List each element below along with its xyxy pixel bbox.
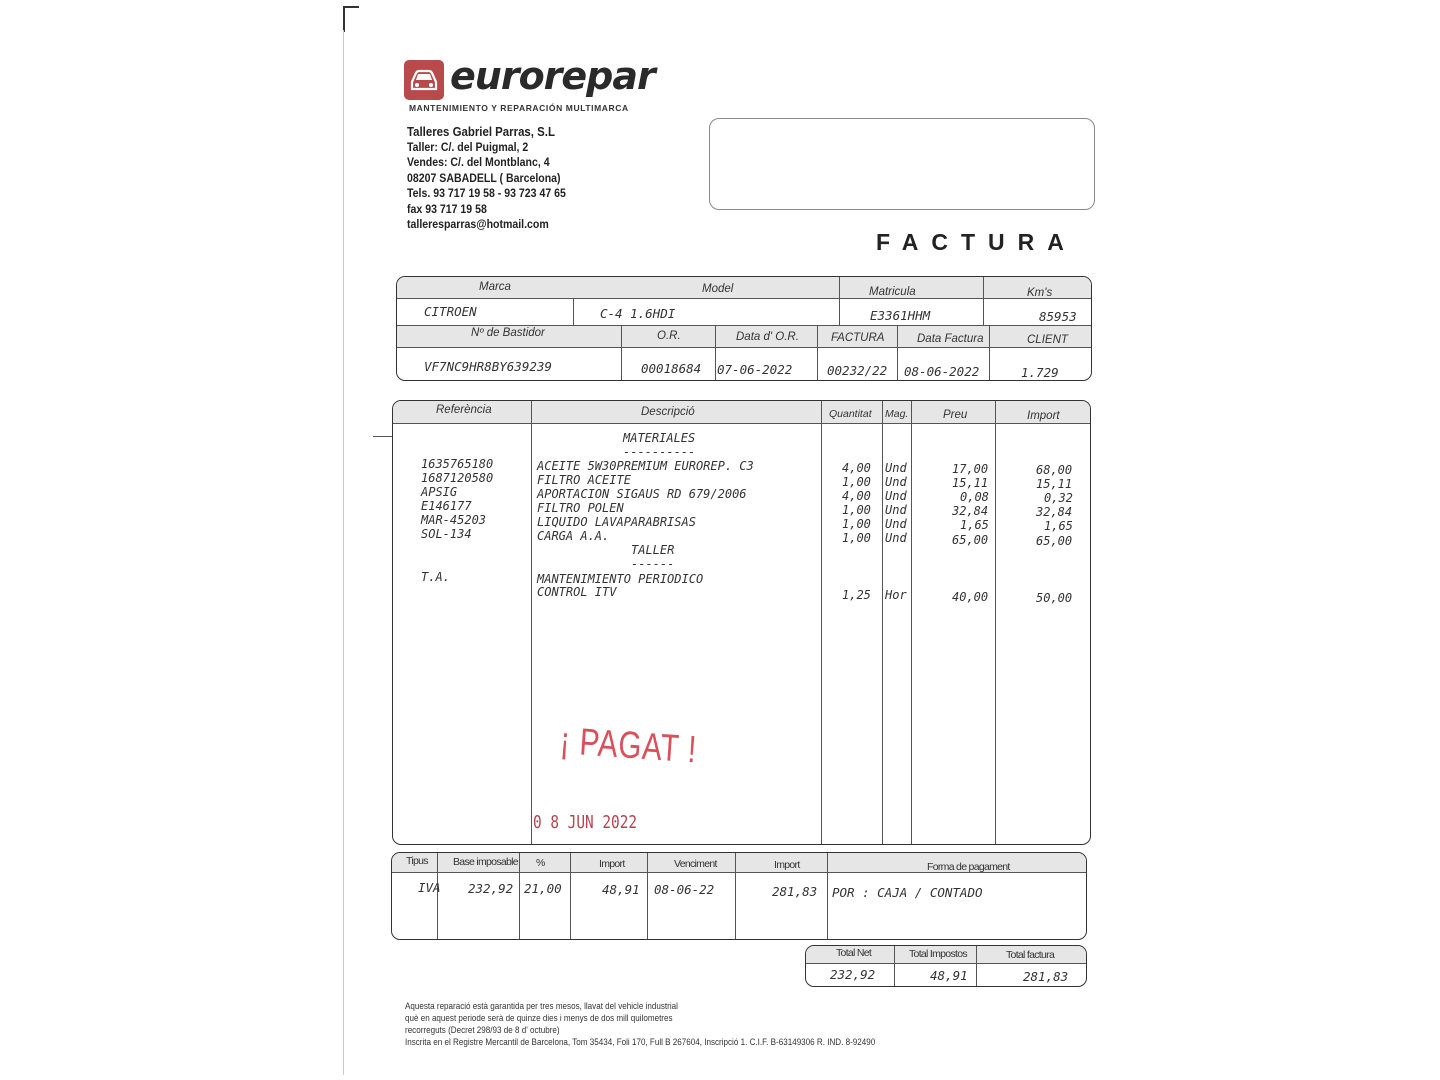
paid-stamp-date: 0 8 JUN 2022	[533, 812, 638, 833]
tax-base: 232,92	[468, 881, 514, 896]
line-amount: 1,65	[1044, 519, 1073, 533]
total-taxes: 48,91	[930, 968, 968, 983]
line-description: APORTACION SIGAUS RD 679/2006	[537, 487, 747, 501]
line-quantity: 4,00	[842, 489, 871, 503]
car-icon	[404, 60, 444, 100]
or-number: 00018684	[641, 361, 702, 376]
vehicle-plate: E3361HHM	[870, 308, 931, 323]
header-store: Mag.	[885, 408, 909, 420]
line-amount: 15,11	[1036, 477, 1073, 491]
header-tax-amount: Import	[599, 858, 625, 870]
vehicle-brand: CITROEN	[424, 304, 477, 319]
page-edge	[343, 30, 344, 1075]
label-plate: Matricula	[869, 286, 916, 298]
brand-logo-text: eurorepar	[450, 54, 655, 98]
line-description: LIQUIDO LAVAPARABRISAS	[537, 515, 696, 529]
line-reference: APSIG	[421, 485, 458, 499]
label-model: Model	[702, 283, 734, 295]
line-description: MANTENIMIENTO PERIODICO	[537, 572, 704, 586]
vehicle-kms: 85953	[1039, 309, 1077, 324]
paid-stamp: ¡ PAGAT !	[558, 720, 699, 772]
invoice-number: 00232/22	[827, 363, 888, 378]
header-tax-percent: %	[536, 857, 545, 869]
line-quantity: 1,25	[842, 588, 871, 602]
line-reference: 1687120580	[421, 471, 494, 485]
line-description: ACEITE 5W30PREMIUM EUROREP. C3	[537, 459, 754, 473]
line-amount: 32,84	[1036, 505, 1073, 519]
tax-summary-box	[391, 852, 1087, 940]
line-unit: Und	[885, 489, 907, 503]
recipient-address-box	[709, 118, 1095, 210]
corner-mark	[343, 6, 359, 32]
chassis-number: VF7NC9HR8BY639239	[424, 359, 552, 374]
line-quantity: 1,00	[842, 531, 871, 545]
header-description: Descripció	[641, 406, 695, 418]
vehicle-info-box	[396, 276, 1092, 381]
materials-section-underline: ----------	[623, 445, 696, 459]
line-reference: MAR-45203	[421, 513, 487, 527]
header-tax-type: Tipus	[406, 855, 428, 867]
label-client: CLIENT	[1027, 334, 1068, 346]
total-invoice: 281,83	[1023, 969, 1069, 984]
company-email: talleresparras@hotmail.com	[407, 217, 549, 231]
label-total-taxes: Total Impostos	[909, 948, 967, 960]
invoice-date: 08-06-2022	[904, 364, 980, 379]
or-date: 07-06-2022	[717, 362, 793, 377]
line-price: 15,11	[952, 476, 989, 490]
header-payment-method: Forma de pagament	[927, 861, 1010, 873]
materials-section-title: MATERIALES	[623, 431, 696, 445]
line-price: 40,00	[952, 590, 989, 604]
line-unit: Und	[885, 503, 907, 517]
line-reference: E146177	[421, 499, 472, 513]
line-amount: 0,32	[1044, 491, 1073, 505]
line-quantity: 4,00	[842, 461, 871, 475]
line-price: 32,84	[952, 504, 989, 518]
line-amount: 50,00	[1036, 591, 1073, 605]
line-unit: Und	[885, 461, 907, 475]
footer-warranty-line-1: Aquesta reparació està garantida per tres mesos, llavat del vehicle industrial	[405, 1001, 678, 1012]
tax-percent: 21,00	[524, 881, 562, 896]
footer-registry: Inscrita en el Registre Mercantil de Barcelona, Tom 35434, Foli 170, Full B 267604, Inscripció 1. C.I.F. B-63149306 R. IND. 8-92490	[405, 1037, 876, 1048]
company-workshop-address: Taller: C/. del Puigmal, 2	[407, 140, 529, 154]
line-price: 0,08	[960, 490, 989, 504]
company-phones: Tels. 93 717 19 58 - 93 723 47 65	[407, 186, 566, 200]
tax-amount: 48,91	[602, 882, 640, 897]
line-description: FILTRO ACEITE	[537, 473, 631, 487]
header-tax-base: Base imposable	[453, 856, 518, 868]
company-name: Talleres Gabriel Parras, S.L	[407, 124, 555, 139]
brand-tagline: MANTENIMIENTO Y REPARACIÓN MULTIMARCA	[409, 103, 629, 113]
line-description: CARGA A.A.	[537, 529, 610, 543]
line-reference: T.A.	[421, 570, 450, 584]
label-brand: Marca	[479, 281, 511, 293]
label-total-invoice: Total factura	[1006, 949, 1055, 961]
line-unit: Und	[885, 475, 907, 489]
footer-warranty-line-2: què en aquest periode serà de quinze dies i menys de dos mill quilometres	[405, 1013, 673, 1024]
line-description: FILTRO POLEN	[537, 501, 624, 515]
header-price: Preu	[943, 409, 968, 421]
workshop-section-underline: ------	[631, 557, 675, 571]
footer-warranty-line-3: recorreguts (Decret 298/93 de 8 d' octubre)	[405, 1025, 560, 1036]
vehicle-model: C-4 1.6HDI	[600, 306, 676, 321]
line-amount: 68,00	[1036, 463, 1073, 477]
line-reference: 1635765180	[421, 457, 494, 471]
line-unit: Und	[885, 531, 907, 545]
line-amount: 65,00	[1036, 534, 1073, 548]
label-chassis: Nº de Bastidor	[471, 327, 545, 339]
total-net: 232,92	[830, 967, 876, 982]
header-quantity: Quantitat	[829, 408, 872, 420]
label-or-date: Data d' O.R.	[736, 331, 799, 343]
label-invoice-date: Data Factura	[917, 333, 984, 345]
header-tax-due: Venciment	[674, 858, 717, 870]
line-unit: Hor	[885, 588, 907, 602]
tax-total: 281,83	[772, 884, 818, 899]
payment-method: POR : CAJA / CONTADO	[832, 885, 983, 900]
label-kms: Km's	[1027, 287, 1053, 299]
line-description-2: CONTROL ITV	[537, 585, 617, 599]
header-tax-total: Import	[774, 859, 800, 871]
line-price: 65,00	[952, 533, 989, 547]
company-city: 08207 SABADELL ( Barcelona)	[407, 171, 561, 185]
label-total-net: Total Net	[836, 947, 872, 959]
line-quantity: 1,00	[842, 503, 871, 517]
line-unit: Und	[885, 517, 907, 531]
company-sales-address: Vendes: C/. del Montblanc, 4	[407, 155, 550, 169]
workshop-section-title: TALLER	[631, 543, 675, 557]
line-quantity: 1,00	[842, 517, 871, 531]
header-amount: Import	[1027, 410, 1060, 422]
totals-box	[805, 945, 1087, 987]
line-price: 1,65	[960, 518, 989, 532]
label-invoice: FACTURA	[831, 332, 885, 344]
label-or: O.R.	[657, 330, 681, 342]
line-price: 17,00	[952, 462, 989, 476]
document-title: FACTURA	[876, 229, 1077, 255]
company-fax: fax 93 717 19 58	[407, 202, 487, 216]
tax-due-date: 08-06-22	[654, 882, 715, 897]
client-number: 1.729	[1021, 365, 1059, 380]
line-reference: SOL-134	[421, 527, 472, 541]
header-reference: Referència	[436, 404, 492, 416]
line-quantity: 1,00	[842, 475, 871, 489]
tax-type: IVA	[418, 880, 441, 895]
